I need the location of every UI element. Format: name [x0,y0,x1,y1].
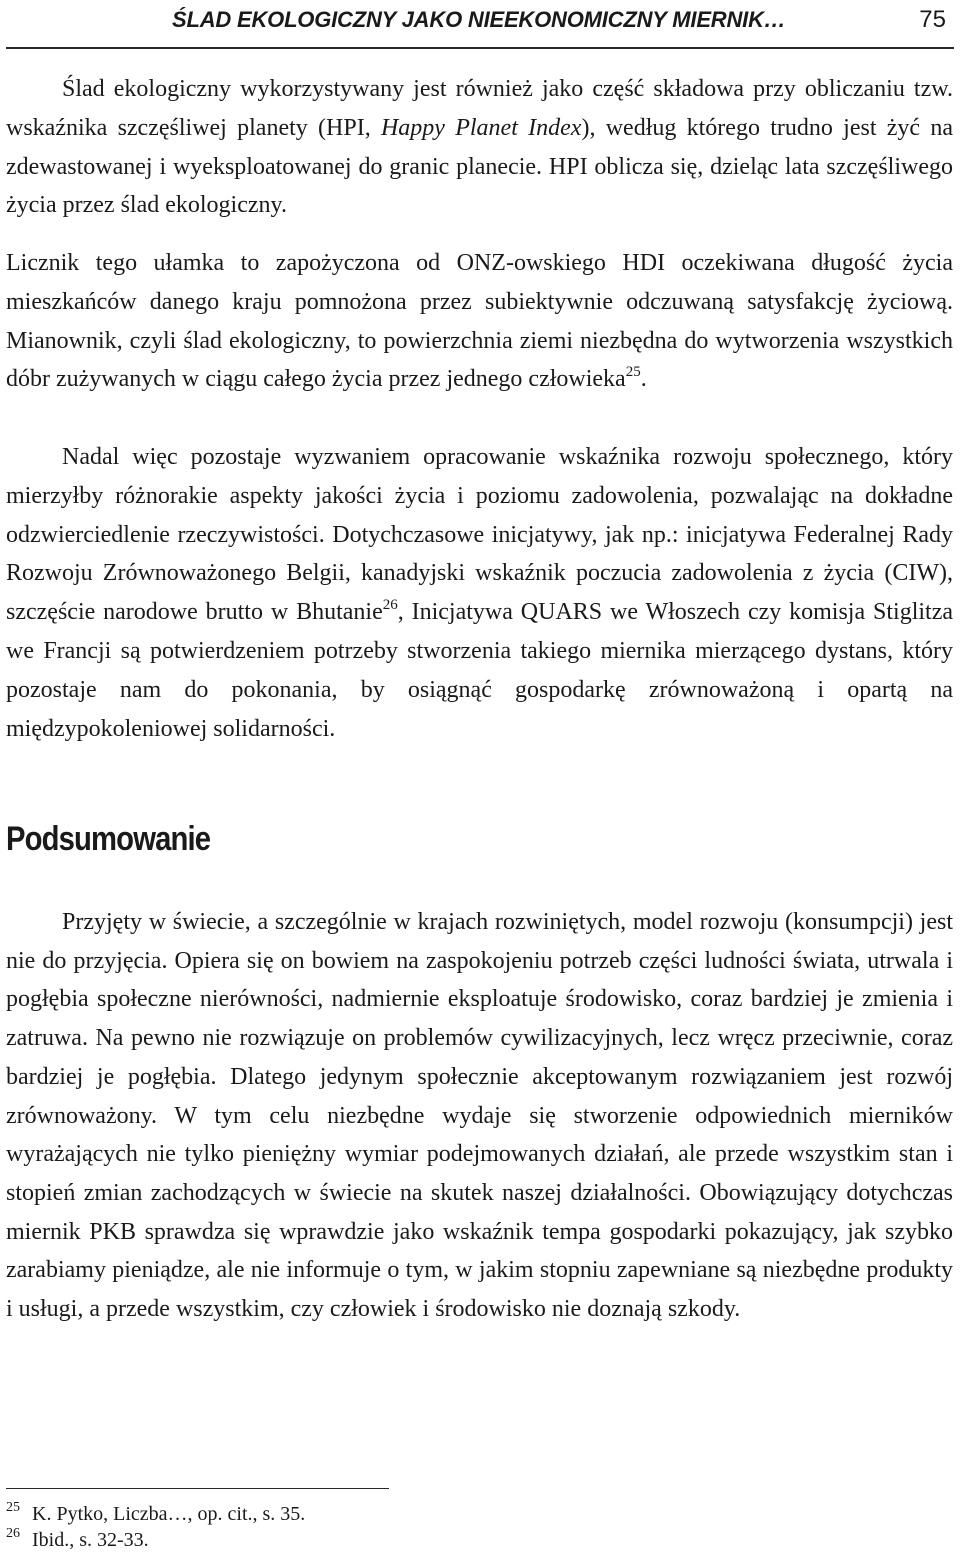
paragraph-summary [6,903,953,1329]
paragraph-text: ), według którego trudno jest żyć na zdewastowanej i wyeksploatowanej do granic planecie. HPI oblicza się, dzieląc lata szczęśliwego życia przez ślad ekologiczny. [6,114,953,219]
paragraph-text: . [640,366,647,393]
paragraph-ecological-footprint [6,70,953,225]
paragraph-text: Licznik tego ułamka to zapożyczona od ONZ-owskiego HDI oczekiwana długość życia mieszkańców danego kraju pomnożona przez subiektywnie odczuwaną satysfakcję życiową. Mianownik, czyli ślad ekologiczny, to powierzchnia ziemi niezbędna do wytworzenia wszystkich dóbr zużywanych w ciągu całego życia przez jednego człowieka [6,250,953,393]
paragraph-text: , Inicjatywa QUARS we Włoszech czy komisja Stiglitza we Francji są potwierdzeniem potrzeby stworzenia takiego miernika mierzącego dystans, który pozostaje nam do pokonania, by osiągnąć gospodarkę zrównoważoną i opartą na międzypokoleniowej solidarności. [6,599,953,742]
footnote-26: 26 Ibid., s. 32-33. [6,1526,149,1551]
footnote-text: K. Pytko, Liczba…, op. cit., s. 35. [32,1503,306,1525]
running-title: ŚLAD EKOLOGICZNY JAKO NIEEKONOMICZNY MIERNIK… [172,7,786,32]
footnote-ref-26: 26 [382,597,398,614]
paragraph-text: Przyjęty w świecie, a szczególnie w krajach rozwiniętych, model rozwoju (konsumpcji) jest nie do przyjęcia. Opiera się on bowiem na zaspokojeniu potrzeb części ludności świata, utrwala i pogłębia społeczne nierówności, nadmiernie eksploatuje środowisko, coraz bardziej je zmienia i zatruwa. Na pewno nie rozwiązuje on problemów cywilizacyjnych, lecz wręcz przeciwnie, coraz bardziej je pogłębia. Dlatego jedynym społecznie akceptowanym rozwiązaniem jest rozwój zrównoważony. W tym celu niezbędne wydaje się stworzenie odpowiednich mierników wyrażających nie tylko pieniężny wymiar podejmowanych działań, ale przede wszystkim stan i stopień zmian zachodzących w świecie na skutek naszej działalności. Obowiązujący dotychczas miernik PKB sprawdza się wprawdzie jako wskaźnik tempa gospodarki pokazujący, jak szybko zarabiamy pieniądze, ale nie informuje o tym, w jakim stopniu zapewniane są niezbędne produkty i usługi, a przede wszystkim, czy człowiek i środowisko nie doznają szkody. [6,909,953,1323]
paragraph-text: Ślad ekologiczny wykorzystywany jest również jako część składowa przy obliczaniu tzw. wskaźnika szczęśliwej planety (HPI, [6,76,953,141]
footnote-separator [6,1488,389,1489]
paragraph-text: Nadal więc pozostaje wyzwaniem opracowanie wskaźnika rozwoju społecznego, który mierzyłby różnorakie aspekty jakości życia i poziomu zadowolenia, pozwalając na dokładne odzwierciedlenie rzeczywistości. Dotychczasowe inicjatywy, jak np.: inicjatywa Federalnej Rady Rozwoju Zrównoważonego Belgii, kanadyjski wskaźnik poczucia zadowolenia z życia (CIW), szczęście narodowe brutto w Bhutanie [6,444,953,626]
page-header [6,0,954,49]
section-heading: Podsumowanie [6,820,211,858]
paragraph-initiatives [6,438,953,748]
paragraph-hpi-formula [6,244,953,399]
paragraph-italic-term: Happy Planet Index [380,114,582,141]
footnote-text: Ibid., s. 32-33. [32,1529,149,1551]
footnote-ref-25: 25 [625,364,641,381]
footnote-25: 25 K. Pytko, Liczba…, op. cit., s. 35. [6,1500,306,1525]
page-number: 75 [919,6,946,33]
